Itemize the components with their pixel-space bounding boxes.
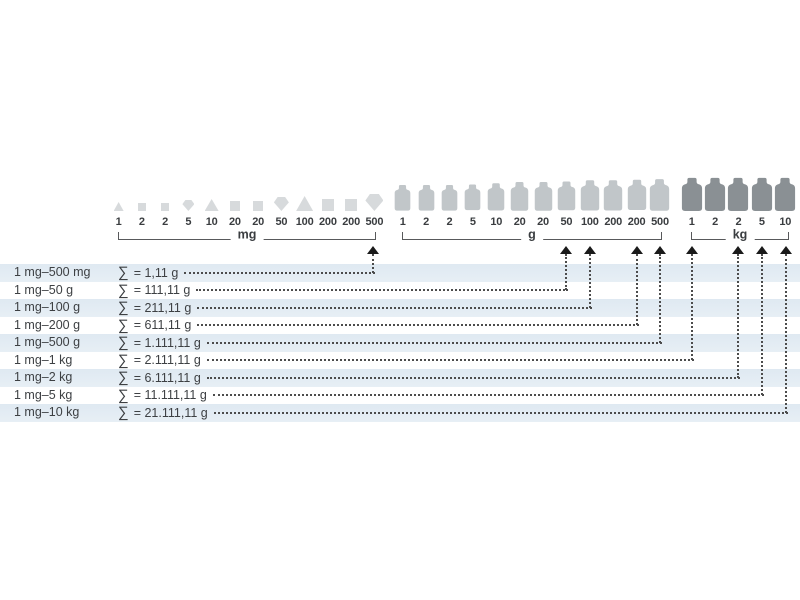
- weight-2mg-icon: [161, 203, 169, 211]
- connector-vertical-500g: [659, 254, 661, 343]
- row-sum-line: [118, 299, 592, 317]
- weight-100mg-icon: [296, 196, 313, 211]
- row-sum-line: [118, 264, 375, 282]
- weight-value-label: 10: [779, 216, 792, 228]
- weight-group-kg: [680, 175, 797, 229]
- sigma-symbol: ∑: [118, 404, 129, 422]
- connector-vertical-200g: [636, 254, 638, 325]
- weight-cell: [130, 175, 153, 229]
- weight-cell: [703, 175, 726, 229]
- weight-value-label: 20: [513, 216, 526, 228]
- row-sum-value: = 6.111,11 g: [133, 370, 201, 385]
- weight-100g-icon: [580, 179, 600, 211]
- connector-horizontal: [196, 289, 568, 291]
- weight-value-label: 2: [138, 216, 145, 228]
- weight-10mg-icon: [205, 199, 219, 211]
- weight-2mg-icon: [138, 203, 146, 211]
- arrow-up-icon: [780, 246, 792, 254]
- row-range-label: 1 mg–10 kg: [14, 405, 80, 419]
- weight-2g-icon: [441, 184, 458, 211]
- unit-bracket-kg: [691, 227, 789, 242]
- row-range-label: 1 mg–1 kg: [14, 352, 73, 367]
- weight-value-label: 2: [735, 216, 742, 228]
- sigma-symbol: ∑: [118, 264, 129, 282]
- connector-horizontal: [184, 272, 375, 274]
- weight-cell: [414, 175, 437, 229]
- weight-cell: [774, 175, 797, 229]
- connector-vertical-10kg: [785, 254, 787, 413]
- weight-value-label: 2: [423, 216, 430, 228]
- connector-horizontal: [207, 377, 740, 379]
- weight-20g-icon: [534, 181, 553, 211]
- weight-50g-icon: [557, 180, 576, 211]
- table-row: [0, 387, 800, 405]
- row-sum-line: [118, 404, 788, 422]
- weight-1g-icon: [394, 184, 411, 211]
- weight-value-label: 5: [758, 216, 765, 228]
- weight-value-label: 1: [115, 216, 122, 228]
- weight-cell: [363, 175, 386, 229]
- row-sum-value: = 111,11 g: [133, 283, 191, 298]
- row-range-label: 1 mg–5 kg: [14, 387, 73, 402]
- weight-value-label: 20: [537, 216, 549, 228]
- connector-vertical-1kg: [691, 254, 693, 360]
- weight-cell: [223, 175, 246, 229]
- arrow-up-icon: [560, 246, 572, 254]
- row-range-label: 1 mg–100 g: [14, 300, 81, 314]
- connector-horizontal: [197, 307, 592, 309]
- weight-1mg-icon: [114, 202, 124, 211]
- weight-cell: [625, 175, 648, 229]
- weight-value-label: 100: [295, 216, 314, 228]
- arrow-up-icon: [584, 246, 596, 254]
- weight-cell: [750, 175, 773, 229]
- weight-value-label: 200: [627, 216, 646, 228]
- weight-5kg-icon: [751, 177, 773, 211]
- table-row: [0, 299, 800, 317]
- weight-value-label: 5: [185, 216, 192, 228]
- connector-horizontal: [197, 324, 639, 326]
- weight-cell: [200, 175, 223, 229]
- table-row: [0, 317, 800, 335]
- weight-cell: [508, 175, 531, 229]
- weight-200g-icon: [627, 178, 647, 211]
- table-row: [0, 282, 800, 300]
- row-sum-line: [118, 352, 694, 370]
- weight-value-label: 2: [712, 216, 719, 228]
- row-sum-line: [118, 369, 740, 387]
- connector-vertical-5kg: [761, 254, 763, 395]
- bracket-label-mg: mg: [231, 229, 264, 242]
- weight-value-label: 200: [342, 216, 360, 228]
- row-sum-value: = 21.111,11 g: [133, 405, 208, 420]
- weight-cell: [154, 175, 177, 229]
- weight-cell: [177, 175, 200, 229]
- weight-200mg-icon: [345, 199, 357, 211]
- weight-cell: [485, 175, 508, 229]
- weight-cell: [602, 175, 625, 229]
- weight-value-label: 200: [604, 216, 623, 228]
- unit-bracket-mg: [118, 227, 376, 242]
- weight-value-label: 10: [205, 216, 218, 228]
- sigma-symbol: ∑: [118, 351, 129, 369]
- arrow-up-icon: [631, 246, 643, 254]
- table-row: [0, 404, 800, 422]
- weight-cell: [438, 175, 461, 229]
- weight-20g-icon: [510, 181, 529, 211]
- weight-cell: [270, 175, 293, 229]
- weight-value-label: 500: [651, 216, 669, 228]
- bracket-label-g: g: [521, 229, 543, 242]
- weight-5g-icon: [464, 183, 481, 211]
- weight-10kg-icon: [774, 177, 796, 211]
- weight-2g-icon: [418, 184, 435, 211]
- connector-horizontal: [207, 342, 662, 344]
- row-range-label: 1 mg–200 g: [14, 317, 81, 332]
- sigma-symbol: ∑: [118, 281, 129, 299]
- bracket-label-kg: kg: [726, 229, 755, 242]
- weight-value-label: 5: [469, 216, 476, 228]
- arrow-up-icon: [686, 246, 698, 254]
- sigma-symbol: ∑: [118, 334, 129, 352]
- weight-2kg-icon: [704, 177, 726, 211]
- connector-horizontal: [213, 394, 764, 396]
- weight-200g-icon: [603, 179, 623, 211]
- table-row: [0, 334, 800, 352]
- arrow-up-icon: [756, 246, 768, 254]
- weight-2kg-icon: [727, 177, 749, 211]
- weight-value-label: 20: [228, 216, 241, 228]
- row-sum-value: = 611,11 g: [133, 318, 192, 333]
- row-range-label: 1 mg–50 g: [14, 282, 74, 297]
- weight-cell: [648, 175, 671, 229]
- weight-value-label: 50: [275, 216, 288, 228]
- connector-vertical-2kg: [737, 254, 739, 378]
- connector-vertical-100g: [589, 254, 591, 308]
- unit-bracket-g: [402, 227, 662, 242]
- weight-cell: [107, 175, 130, 229]
- row-range-label: 1 mg–500 mg: [14, 265, 91, 279]
- weight-cell: [555, 175, 578, 229]
- table-row: [0, 352, 800, 370]
- weight-value-label: 100: [580, 216, 599, 228]
- weight-500mg-icon: [365, 194, 383, 211]
- weight-value-label: 20: [252, 216, 265, 228]
- connector-horizontal: [214, 412, 788, 414]
- arrow-up-icon: [654, 246, 666, 254]
- row-sum-value: = 1,11 g: [133, 265, 179, 280]
- arrow-up-icon: [367, 246, 379, 254]
- weight-20mg-icon: [230, 201, 240, 211]
- weight-10g-icon: [487, 182, 505, 211]
- weight-200mg-icon: [322, 199, 334, 211]
- arrow-up-icon: [732, 246, 744, 254]
- weight-value-label: 1: [399, 216, 406, 228]
- weight-value-label: 10: [490, 216, 503, 228]
- weight-cell: [680, 175, 703, 229]
- weight-cell: [578, 175, 601, 229]
- weight-cell: [531, 175, 554, 229]
- weight-value-label: 1: [688, 216, 695, 228]
- row-sum-value: = 2.111,11 g: [133, 353, 201, 368]
- weight-500g-icon: [649, 178, 670, 211]
- weight-group-mg: [107, 175, 386, 229]
- sigma-symbol: ∑: [118, 369, 129, 387]
- weight-cell: [340, 175, 363, 229]
- weight-cell: [293, 175, 316, 229]
- connector-vertical-500mg: [372, 254, 374, 273]
- sigma-symbol: ∑: [118, 299, 129, 317]
- row-sum-value: = 11.111,11 g: [133, 388, 207, 403]
- weight-value-label: 50: [560, 216, 573, 228]
- row-sum-value: = 211,11 g: [133, 300, 192, 315]
- weight-group-g: [391, 175, 672, 229]
- weight-cell: [316, 175, 339, 229]
- weight-cell: [727, 175, 750, 229]
- weight-1kg-icon: [681, 177, 703, 211]
- weight-value-label: 2: [162, 216, 169, 228]
- weight-value-label: 200: [318, 216, 337, 228]
- weight-value-label: 2: [446, 216, 453, 228]
- connector-vertical-50g: [565, 254, 567, 290]
- row-range-label: 1 mg–2 kg: [14, 370, 73, 384]
- row-range-label: 1 mg–500 g: [14, 335, 81, 349]
- row-sum-line: [118, 282, 568, 300]
- row-sum-line: [118, 387, 764, 405]
- weight-cell: [247, 175, 270, 229]
- connector-horizontal: [207, 359, 694, 361]
- weight-value-label: 500: [365, 216, 384, 228]
- weight-cell: [391, 175, 414, 229]
- table-row: [0, 264, 800, 282]
- weight-50mg-icon: [274, 197, 289, 211]
- weight-5mg-icon: [182, 200, 194, 211]
- row-sum-value: = 1.111,11 g: [133, 335, 201, 350]
- row-sum-line: [118, 334, 662, 352]
- weight-cell: [461, 175, 484, 229]
- sigma-symbol: ∑: [118, 316, 129, 334]
- row-sum-line: [118, 317, 639, 335]
- sigma-symbol: ∑: [118, 386, 129, 404]
- table-row: [0, 369, 800, 387]
- weight-20mg-icon: [253, 201, 263, 211]
